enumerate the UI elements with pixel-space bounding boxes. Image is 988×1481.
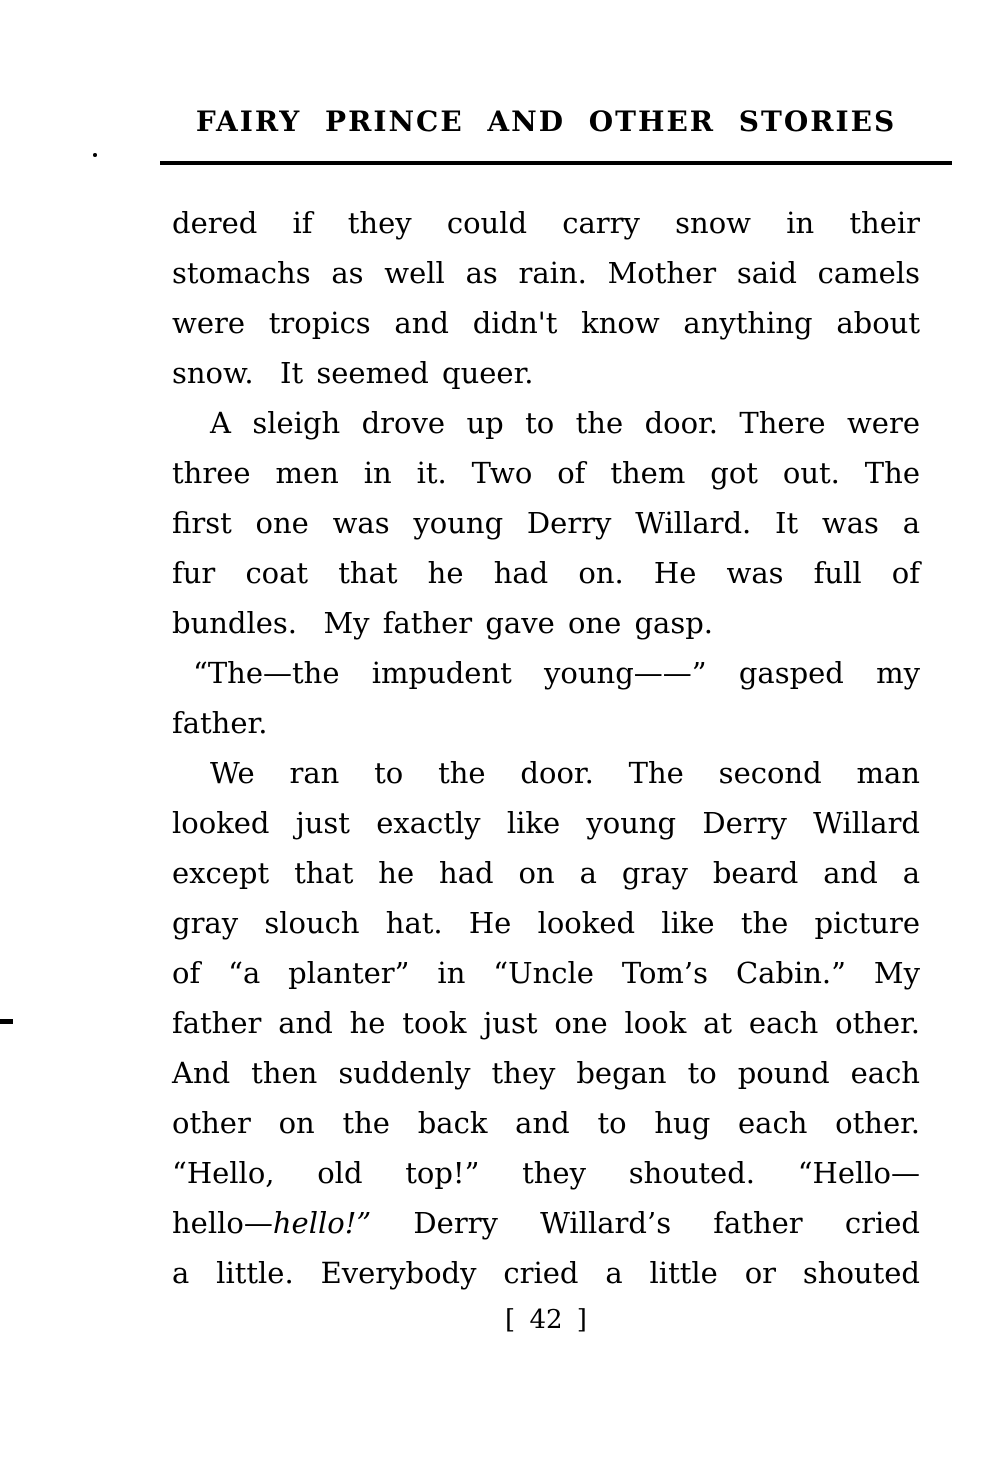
scan-artifact-dash <box>0 1019 13 1024</box>
paragraph <box>172 198 920 398</box>
text-line: dered if they could carry snow in their <box>172 206 920 240</box>
text-line: were tropics and didn't know anything about <box>172 306 920 340</box>
text-line: father. <box>172 706 268 740</box>
italic-text-run: hello!” <box>272 1206 372 1240</box>
running-header: FAIRY PRINCE AND OTHER STORIES <box>195 105 897 138</box>
text-line: snow. It seemed queer. <box>172 356 534 390</box>
text-line: gray slouch hat. He looked like the picture <box>172 906 920 940</box>
paragraph <box>172 748 920 1298</box>
text-line: “The—the impudent young——” gasped my <box>193 656 920 690</box>
text-line: And then suddenly they began to pound each <box>172 1056 920 1090</box>
text-run: hello— <box>172 1206 273 1240</box>
scan-artifact-dot <box>93 153 97 157</box>
text-line: “Hello, old top!” they shouted. “Hello— <box>172 1156 920 1190</box>
text-line: A sleigh drove up to the door. There were <box>210 406 920 440</box>
header-rule <box>160 161 952 165</box>
paragraph <box>172 398 920 648</box>
page-number: [ 42 ] <box>505 1305 587 1335</box>
text-line: except that he had on a gray beard and a <box>172 856 920 890</box>
text-line: three men in it. Two of them got out. The <box>172 456 920 490</box>
text-line: looked just exactly like young Derry Willard <box>172 806 920 840</box>
paragraph <box>172 648 920 748</box>
text-line: a little. Everybody cried a little or shouted <box>172 1256 920 1290</box>
text-line <box>172 1198 920 1248</box>
text-line: other on the back and to hug each other. <box>172 1106 920 1140</box>
text-line: of “a planter” in “Uncle Tom’s Cabin.” My <box>172 956 920 990</box>
text-line: father and he took just one look at each other. <box>172 1006 920 1040</box>
page-body-text <box>172 198 920 1298</box>
text-run: Derry Willard’s father cried <box>371 1206 920 1240</box>
text-line: bundles. My father gave one gasp. <box>172 606 714 640</box>
text-line: fur coat that he had on. He was full of <box>172 556 920 590</box>
text-line: first one was young Derry Willard. It was a <box>172 506 920 540</box>
text-line: We ran to the door. The second man <box>210 756 920 790</box>
text-line: stomachs as well as rain. Mother said camels <box>172 256 920 290</box>
